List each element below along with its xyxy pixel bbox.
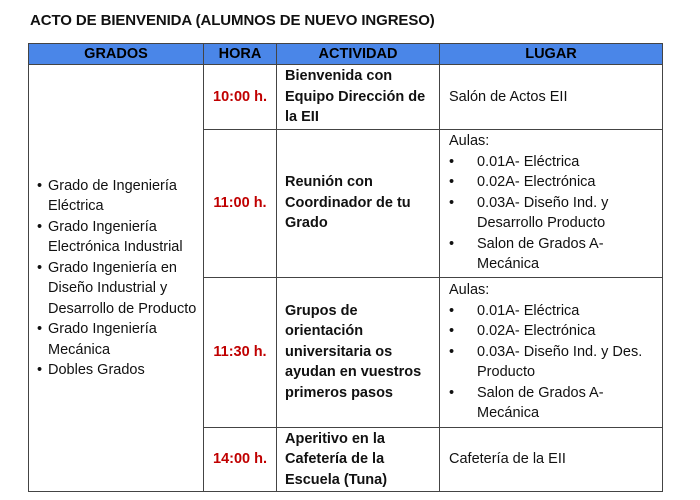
actividad-cell: Aperitivo en la Cafetería de la Escuela (Tuna) — [277, 427, 440, 492]
aulas-heading: Aulas: — [449, 133, 490, 150]
actividad-cell: Grupos de orientación universitaria os ayudan en vuestros primeros pasos — [277, 277, 440, 427]
lugar-cell: Salón de Actos EII — [440, 65, 663, 130]
document-title: ACTO DE BIENVENIDA (ALUMNOS DE NUEVO INGRESO) — [30, 12, 435, 29]
list-item: • Grado Ingeniería Electrónica Industrial — [35, 217, 197, 258]
actividad-cell: Reunión con Coordinador de tu Grado — [277, 129, 440, 277]
lugar-cell: Cafetería de la EII — [440, 427, 663, 492]
hora-cell: 10:00 h. — [204, 65, 277, 130]
list-item: • 0.02A- Electrónica — [449, 321, 656, 342]
list-item: • 0.03A- Diseño Ind. y Desarrollo Producto — [449, 193, 656, 234]
list-item: • 0.02A- Electrónica — [449, 172, 656, 193]
list-item: • Grado Ingeniería Mecánica — [35, 319, 197, 360]
aulas-list — [449, 301, 656, 424]
header-lugar: LUGAR — [440, 44, 663, 65]
header-actividad: ACTIVIDAD — [277, 44, 440, 65]
lugar-cell — [440, 277, 663, 427]
schedule-table — [28, 43, 663, 492]
list-item: • Grado de Ingeniería Eléctrica — [35, 176, 197, 217]
hora-cell: 14:00 h. — [204, 427, 277, 492]
aulas-list — [449, 152, 656, 275]
list-item: • Dobles Grados — [35, 360, 197, 381]
header-grados: GRADOS — [29, 44, 204, 65]
table-row — [29, 65, 663, 130]
grados-cell — [29, 65, 204, 492]
list-item: • Salon de Grados A- Mecánica — [449, 234, 656, 275]
list-item: • Grado Ingeniería en Diseño Industrial y Desarrollo de Producto — [35, 258, 197, 320]
header-row — [29, 44, 663, 65]
aulas-heading: Aulas: — [449, 282, 490, 299]
list-item: • 0.01A- Eléctrica — [449, 152, 656, 173]
hora-cell: 11:00 h. — [204, 129, 277, 277]
list-item: • Salon de Grados A- Mecánica — [449, 383, 656, 424]
grados-list — [35, 176, 197, 381]
actividad-cell: Bienvenida con Equipo Dirección de la EII — [277, 65, 440, 130]
lugar-cell — [440, 129, 663, 277]
hora-cell: 11:30 h. — [204, 277, 277, 427]
list-item: • 0.01A- Eléctrica — [449, 301, 656, 322]
header-hora: HORA — [204, 44, 277, 65]
list-item: • 0.03A- Diseño Ind. y Des. Producto — [449, 342, 656, 383]
